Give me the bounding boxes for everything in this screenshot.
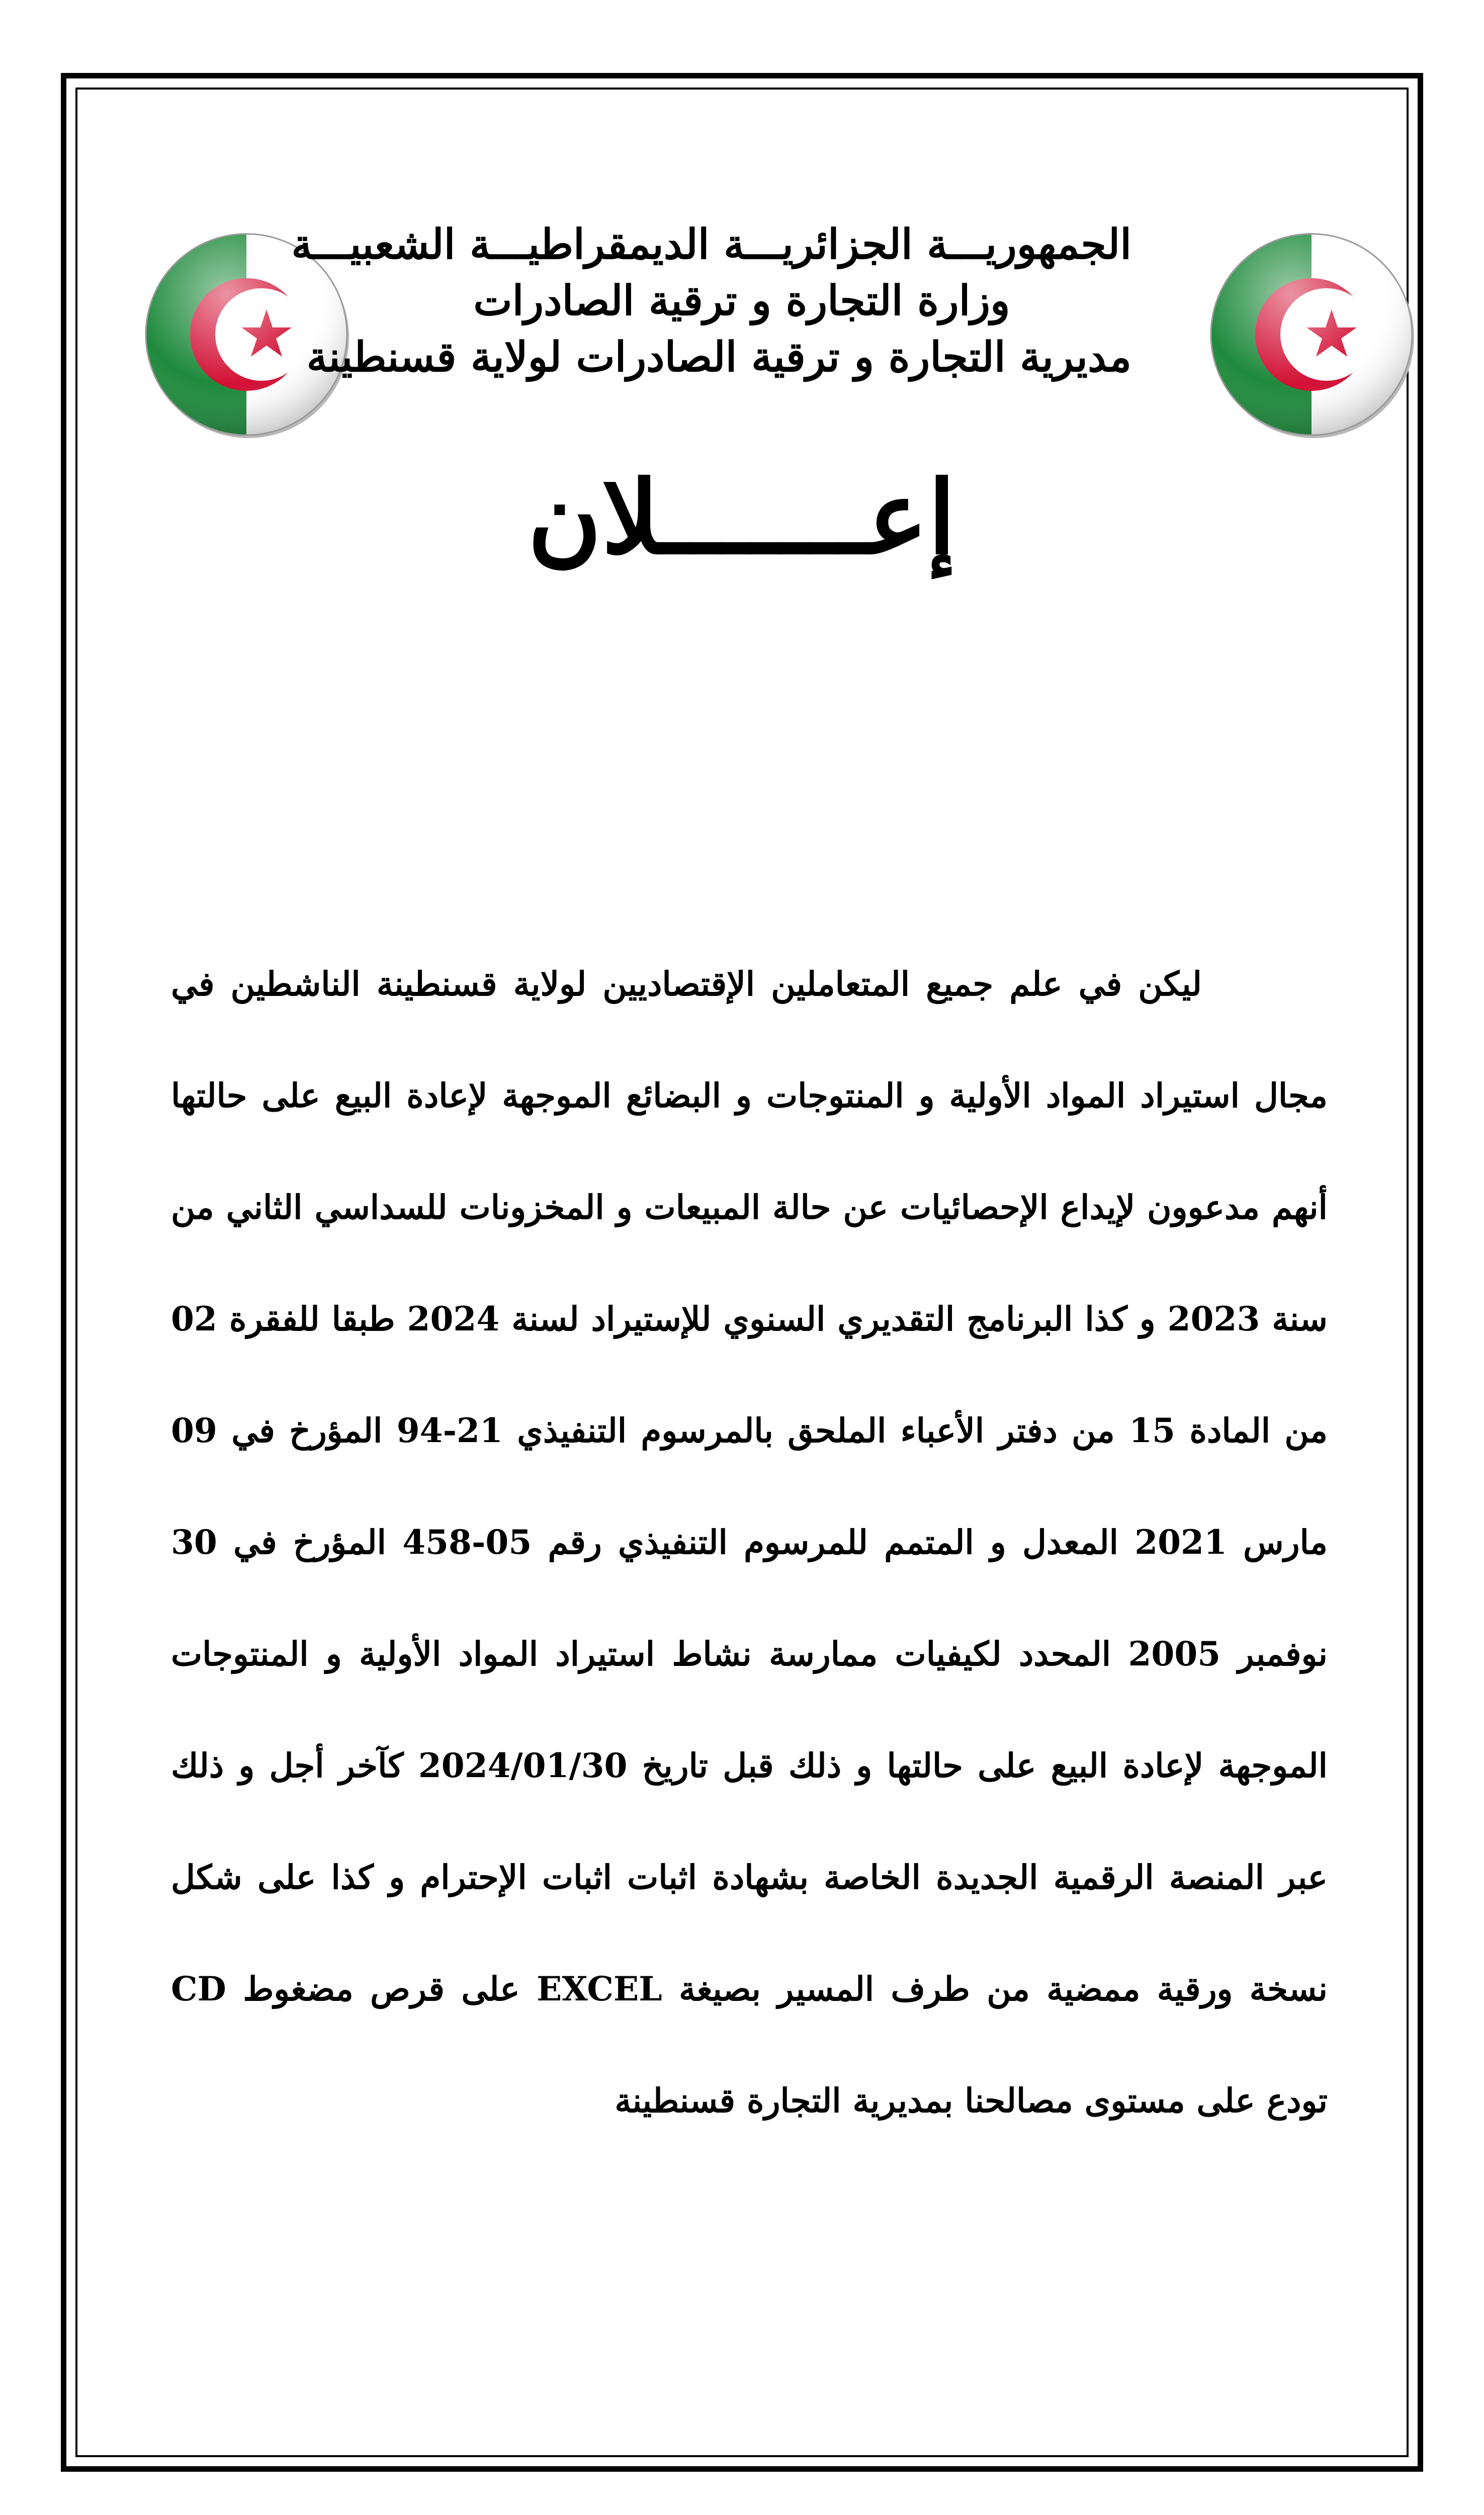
header-ministry: وزارة التجارة و ترقية الصادرات: [473, 277, 1010, 325]
announcement-title: إعـــــــلان: [528, 459, 956, 577]
letterhead: [291, 216, 1131, 385]
algeria-flag-badge-icon: [1206, 229, 1417, 440]
announcement-body: ليكن في علم جميع المتعاملين الإقتصاديين لولاية قسنطينة الناشطين في مجال استيراد المواد الأولية و المنتوجات و البضائع الموجهة لإعادة البيع على حالتها أنهم مدعوون لإيداع الإحصائيات عن حالة المبيعات و المخزونات للسداسي الثاني من سنة 2023 و كذا البرنامج التقديري السنوي للإستيراد لسنة 2024 طبقا للفقرة 02 من المادة 15 من دفتر الأعباء الملحق بالمرسوم التنفيذي 21-94 المؤرخ في 09 مارس 2021 المعدل و المتمم للمرسوم التنفيذي رقم 05-458 المؤرخ في 30 نوفمبر 2005 المحدد لكيفيات ممارسة نشاط استيراد المواد الأولية و المنتوجات الموجهة لإعادة البيع على حالتها و ذلك قبل تاريخ 2024/01/30 كآخر أجل و ذلك عبر المنصة الرقمية الجديدة الخاصة بشهادة اثبات اثبات الإحترام و كذا على شكل نسخة ورقية ممضية من طرف المسير بصيغة EXCEL على قرص مضغوط CD تودع على مستوى مصالحنا بمديرية التجارة قسنطينة: [171, 964, 1328, 2120]
header-directorate: مديرية التجارة و ترقية الصادرات لولاية قسنطينة: [306, 333, 1131, 381]
header-republic: الجمهوريـــة الجزائريـــة الديمقراطيـــة الشعبيـــة: [291, 220, 1131, 269]
